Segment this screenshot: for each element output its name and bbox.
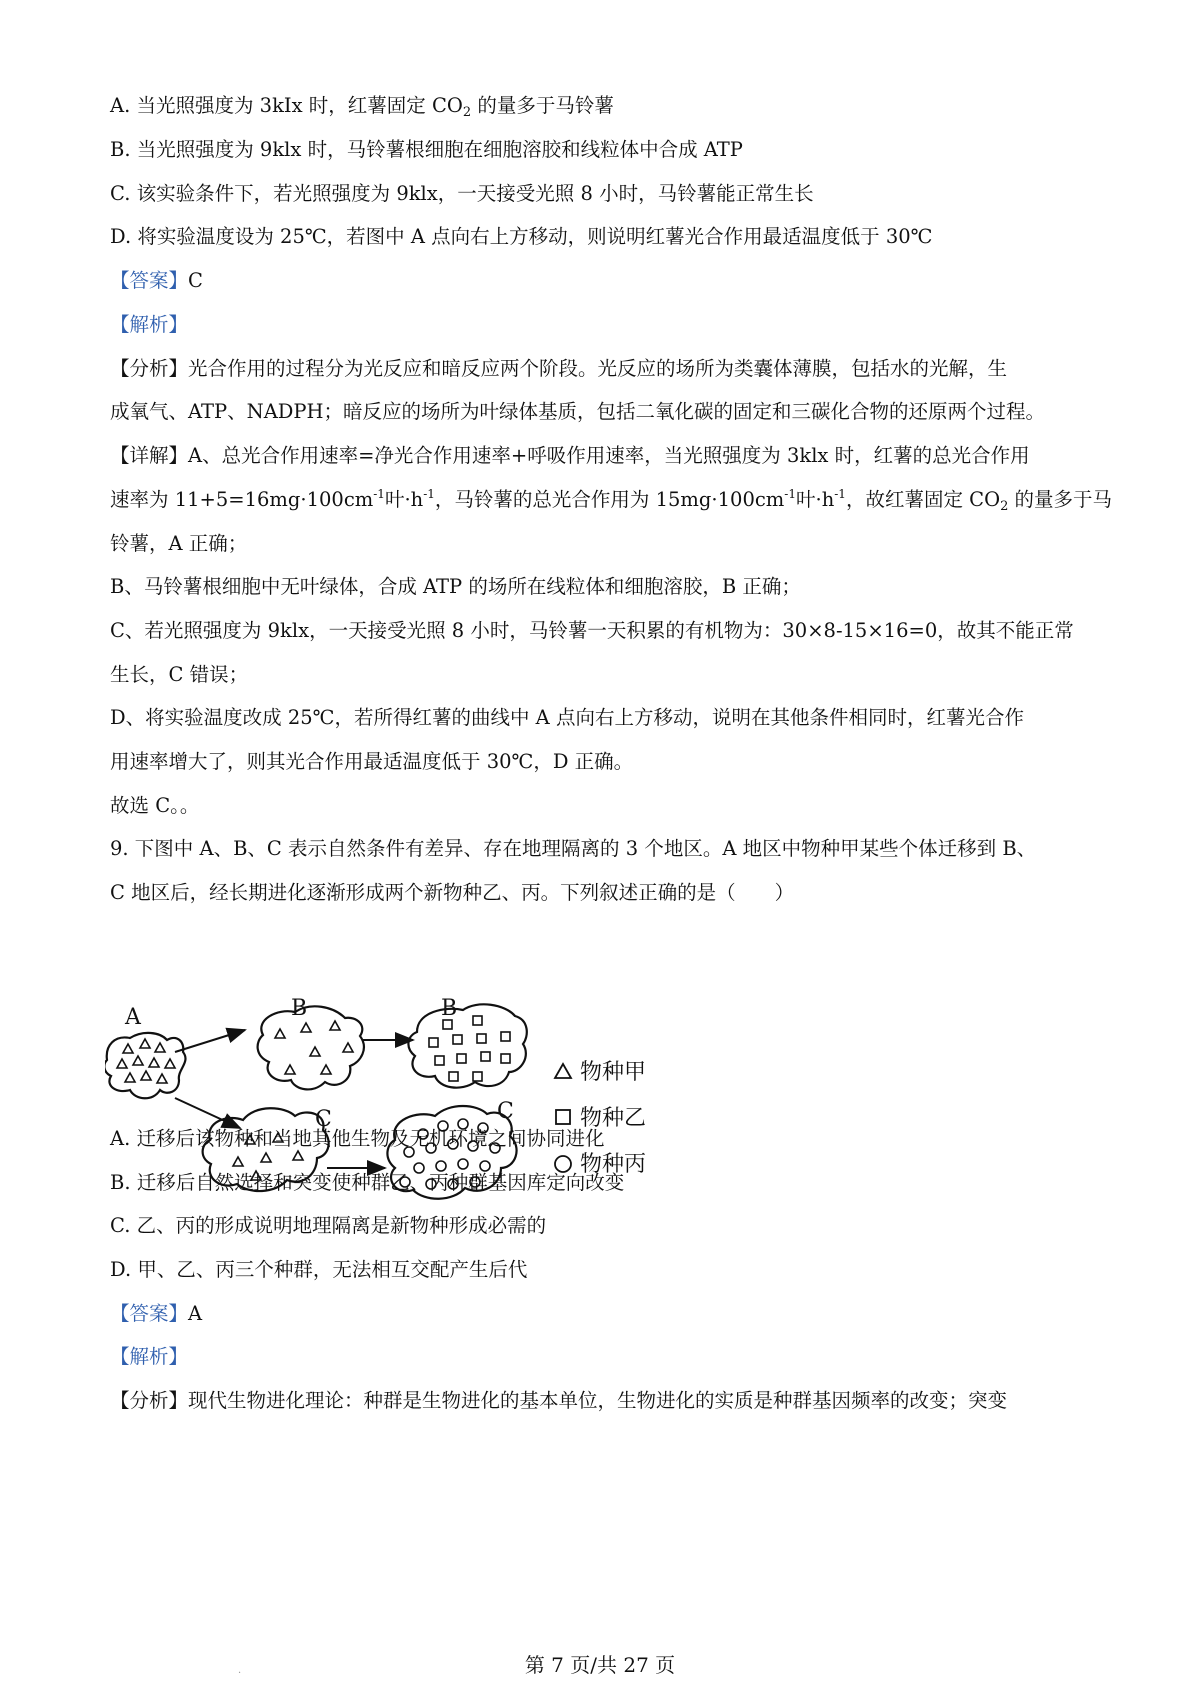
legend-species-yi: 物种乙 [580, 1106, 647, 1131]
q9-answer [110, 1299, 1100, 1329]
legend-species-jia: 物种甲 [580, 1060, 647, 1085]
answer-label: 【答案】 [110, 1302, 189, 1325]
q8-option-b: B. 当光照强度为 9klx 时，马铃薯根细胞在细胞溶胶和线粒体中合成 ATP [110, 138, 743, 161]
q8-xiangjie-line-5: C、若光照强度为 9klx，一天接受光照 8 小时，马铃薯一天积累的有机物为：30×8-15×16=0，故其不能正常 [110, 619, 1074, 642]
answer-value: A [188, 1302, 203, 1325]
q9-option-b: B. 迁移后自然选择和突变使种群乙、丙种群基因库定向改变 [110, 1171, 625, 1194]
q9-option-d: D. 甲、乙、丙三个种群，无法相互交配产生后代 [110, 1258, 528, 1281]
legend-square-icon [556, 1110, 570, 1124]
q8-option-d: D. 将实验温度设为 25℃，若图中 A 点向右上方移动，则说明红薯光合作用最适温度低于 30℃ [110, 225, 933, 248]
fenxi-label: 【分析】 [110, 357, 189, 380]
q8-xiangjie-line-3: 铃薯，A 正确； [110, 532, 248, 555]
region-b-label-1: B [291, 996, 308, 1022]
answer-label: 【答案】 [110, 269, 189, 292]
q9-option-c: C. 乙、丙的形成说明地理隔离是新物种形成必需的 [110, 1214, 547, 1237]
q8-xiangjie-line-1: 【详解】A、总光合作用速率=净光合作用速率+呼吸作用速率，当光照强度为 3klx 时，红薯的总光合作用 [110, 444, 1030, 467]
xiangjie-label: 【详解】 [110, 444, 189, 467]
q9-stem-line-2: C 地区后，经长期进化逐渐形成两个新物种乙、丙。下列叙述正确的是（ ） [110, 881, 795, 904]
q8-xiangjie-line-7: D、将实验温度改成 25℃，若所得红薯的曲线中 A 点向右上方移动，说明在其他条件相同时，红薯光合作 [110, 706, 1024, 729]
region-b-outline-2 [408, 1004, 526, 1087]
q9-option-a: A. 迁移后该物种和当地其他生物及无机环境之间协同进化 [110, 1127, 605, 1150]
species-jia-triangles-b [275, 1021, 353, 1074]
q8-analysis-heading: 【解析】 [110, 313, 189, 336]
page-number: 第 7 页/共 27 页 [524, 1653, 676, 1677]
q9-fenxi-line-1: 【分析】现代生物进化理论：种群是生物进化的基本单位，生物进化的实质是种群基因频率的改变；突变 [110, 1389, 1008, 1412]
q8-xiangjie-line-2: 速率为 $11+5=16mg\cdot 100cm^{-1}$叶$\cdot h^{-1}$，马铃薯的总光合作用为 $15mg\cdot 100cm^{-1}$叶$\cdot h^{-1}$，故红薯固定 $CO_2$ 的量多于马 [110, 487, 1113, 514]
q8-xiangjie-line-8: 用速率增大了，则其光合作用最适温度低于 30℃，D 正确。 [110, 750, 634, 773]
q9-analysis-heading: 【解析】 [110, 1345, 189, 1368]
legend-species-bing: 物种丙 [580, 1152, 647, 1177]
species-yi-squares [429, 1016, 510, 1081]
legend-triangle-icon [555, 1064, 571, 1078]
q8-fenxi-line-1: 【分析】光合作用的过程分为光反应和暗反应两个阶段。光反应的场所为类囊体薄膜，包括水的光解，生 [110, 357, 1008, 380]
q8-fenxi-line-2: 成氧气、ATP、NADPH；暗反应的场所为叶绿体基质，包括二氧化碳的固定和三碳化合物的还原两个过程。 [110, 400, 1046, 423]
q8-option-a: A. 当光照强度为 3kIx 时，红薯固定 $CO_2$ 的量多于马铃薯 [110, 94, 614, 120]
q8-xiangjie-line-4: B、马铃薯根细胞中无叶绿体，合成 ATP 的场所在线粒体和细胞溶胶，B 正确； [110, 575, 801, 598]
fenxi-label: 【分析】 [110, 1389, 189, 1412]
region-b-outline-1 [258, 1006, 364, 1089]
legend [555, 1064, 571, 1172]
region-c-label-1: C [315, 1107, 332, 1132]
q9-stem-line-1: 9. 下图中 A、B、C 表示自然条件有差异、存在地理隔离的 3 个地区。A 地区中物种甲某些个体迁移到 B、 [110, 837, 1037, 860]
q8-option-c: C. 该实验条件下，若光照强度为 9klx，一天接受光照 8 小时，马铃薯能正常生长 [110, 182, 814, 205]
answer-value: C [188, 269, 203, 292]
q8-answer [110, 266, 1100, 296]
species-jia-triangles-a [117, 1039, 175, 1083]
footer-dot: · [238, 1668, 242, 1679]
region-a-label: A [125, 1005, 141, 1030]
region-c-label-2: C [497, 1099, 514, 1124]
q8-xiangjie-line-6: 生长，C 错误； [110, 663, 249, 686]
region-b-label-2: B [441, 996, 458, 1022]
arrow-a-to-b [175, 1030, 245, 1052]
q8-conclusion: 故选 C。。 [110, 794, 200, 817]
